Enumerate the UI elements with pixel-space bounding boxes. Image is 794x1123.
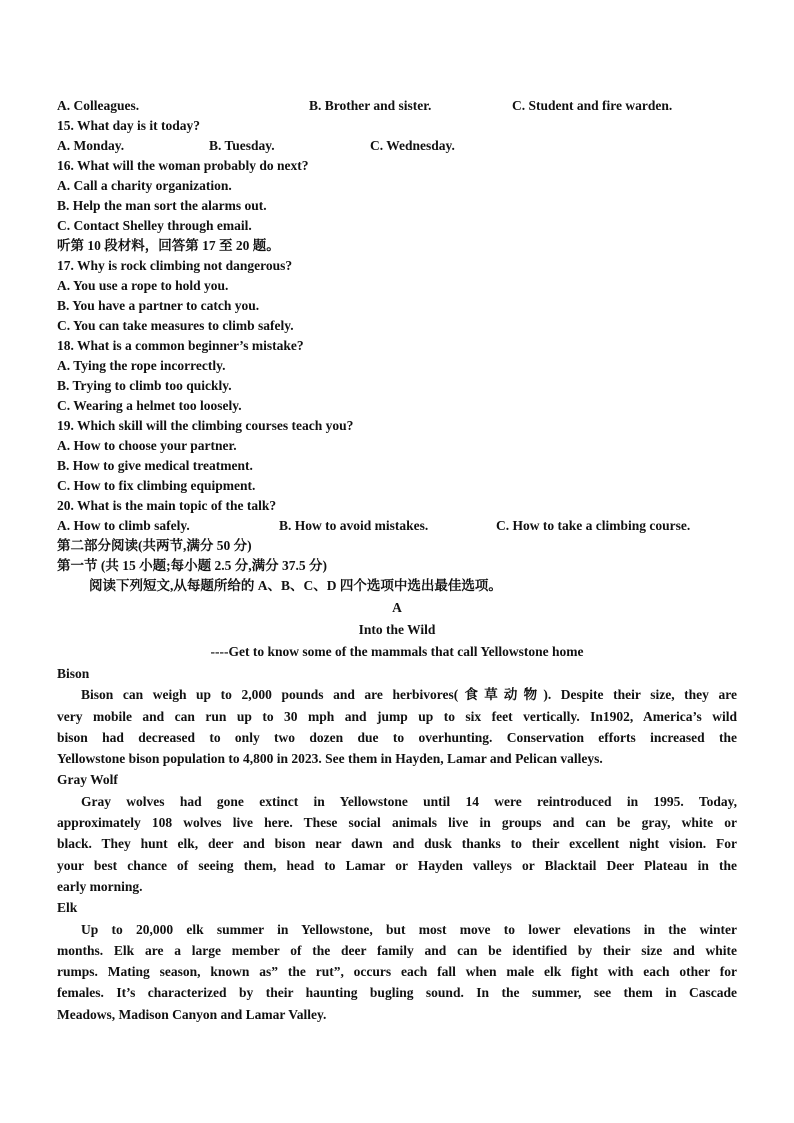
q17-option-b: B. You have a partner to catch you. xyxy=(57,298,260,313)
passage-body xyxy=(57,663,737,1025)
q14-option-c: C. Student and fire warden. xyxy=(512,98,673,113)
q19-option-a: A. How to choose your partner. xyxy=(57,438,237,453)
part2-title: 第二部分阅读(共两节,满分 50 分) xyxy=(57,538,252,553)
passage-title: Into the Wild xyxy=(358,622,436,637)
q16-option-c: C. Contact Shelley through email. xyxy=(57,218,252,233)
q15-option-b: B. Tuesday. xyxy=(209,138,275,153)
q20-options xyxy=(57,516,737,536)
q15-option-c: C. Wednesday. xyxy=(370,138,455,153)
q16-option-a: A. Call a charity organization. xyxy=(57,178,232,193)
paragraph-line: black. They hunt elk, deer and bison near dawn and dusk thanks to their excellent night vision. For xyxy=(57,836,737,852)
section10-instruction: 听第 10 段材料，回答第 17 至 20 题。 xyxy=(57,238,280,253)
paragraph-line: bison had decreased to only two dozen due to overhunting. Conservation efforts increased the xyxy=(57,729,737,745)
q20-question: 20. What is the main topic of the talk? xyxy=(57,498,277,513)
q18-option-c: C. Wearing a helmet too loosely. xyxy=(57,398,242,413)
paragraph-line: very mobile and can run up to 30 mph and jump up to six feet vertically. In1902, America’s wild xyxy=(57,708,737,724)
q18-question: 18. What is a common beginner’s mistake? xyxy=(57,338,304,353)
section-heading: Bison xyxy=(57,666,90,681)
paragraph-line: months. Elk are a large member of the deer family and can be identified by their size and white xyxy=(57,942,737,958)
q20-option-a: A. How to climb safely. xyxy=(57,518,190,533)
q15-question: 15. What day is it today? xyxy=(57,118,201,133)
paragraph-line: Up to 20,000 elk summer in Yellowstone, but most move to lower elevations in the winter xyxy=(81,921,737,937)
paragraph-line: Bison can weigh up to 2,000 pounds and are herbivores(食草动物). Despite their size, they are xyxy=(81,687,737,703)
section-heading: Gray Wolf xyxy=(57,772,118,788)
q20-option-c: C. How to take a climbing course. xyxy=(496,518,691,533)
paragraph-line: Meadows, Madison Canyon and Lamar Valley. xyxy=(57,1006,327,1022)
q20-option-b: B. How to avoid mistakes. xyxy=(279,518,429,533)
q19-question: 19. Which skill will the climbing courses teach you? xyxy=(57,418,354,433)
section-heading: Elk xyxy=(57,900,78,916)
q17-question: 17. Why is rock climbing not dangerous? xyxy=(57,258,293,273)
q17-option-c: C. You can take measures to climb safely. xyxy=(57,318,294,333)
paragraph-line: Yellowstone bison population to 4,800 in 2023. See them in Hayden, Lamar and Pelican valleys. xyxy=(57,751,603,767)
passage-subtitle: ----Get to know some of the mammals that call Yellowstone home xyxy=(210,644,584,659)
paragraph-line: females. It’s characterized by their haunting bugling sound. In the summer, see them in Cascade xyxy=(57,985,737,1001)
q18-option-a: A. Tying the rope incorrectly. xyxy=(57,358,226,373)
paragraph-line: early morning. xyxy=(57,878,143,894)
passage-letter: A xyxy=(392,600,402,615)
paragraph-line: Gray wolves had gone extinct in Yellowstone until 14 were reintroduced in 1995. Today, xyxy=(81,793,737,809)
q14-option-a: A. Colleagues. xyxy=(57,98,140,113)
paragraph-line: rumps. Mating season, known as” the rut”, occurs each fall when male elk fight with each other for xyxy=(57,964,737,980)
reading-instruction: 阅读下列短文,从每题所给的 A、B、C、D 四个选项中选出最佳选项。 xyxy=(89,578,502,593)
q18-option-b: B. Trying to climb too quickly. xyxy=(57,378,232,393)
q16-question: 16. What will the woman probably do next? xyxy=(57,158,309,173)
paragraph-line: your best chance of seeing them, head to Lamar or Hayden valleys or Blacktail Deer Plateau in the xyxy=(57,857,737,873)
q14-options xyxy=(57,96,737,116)
q15-options xyxy=(57,136,737,156)
section1-title: 第一节 (共 15 小题;每小题 2.5 分,满分 37.5 分) xyxy=(57,558,327,573)
q16-option-b: B. Help the man sort the alarms out. xyxy=(57,198,267,213)
q19-option-c: C. How to fix climbing equipment. xyxy=(57,478,256,493)
q15-option-a: A. Monday. xyxy=(57,138,125,153)
q19-option-b: B. How to give medical treatment. xyxy=(57,458,253,473)
document-page xyxy=(57,96,737,1025)
q17-option-a: A. You use a rope to hold you. xyxy=(57,278,229,293)
paragraph-line: approximately 108 wolves live here. These social animals live in groups and can be gray, white or xyxy=(57,815,737,831)
q14-option-b: B. Brother and sister. xyxy=(309,98,432,113)
